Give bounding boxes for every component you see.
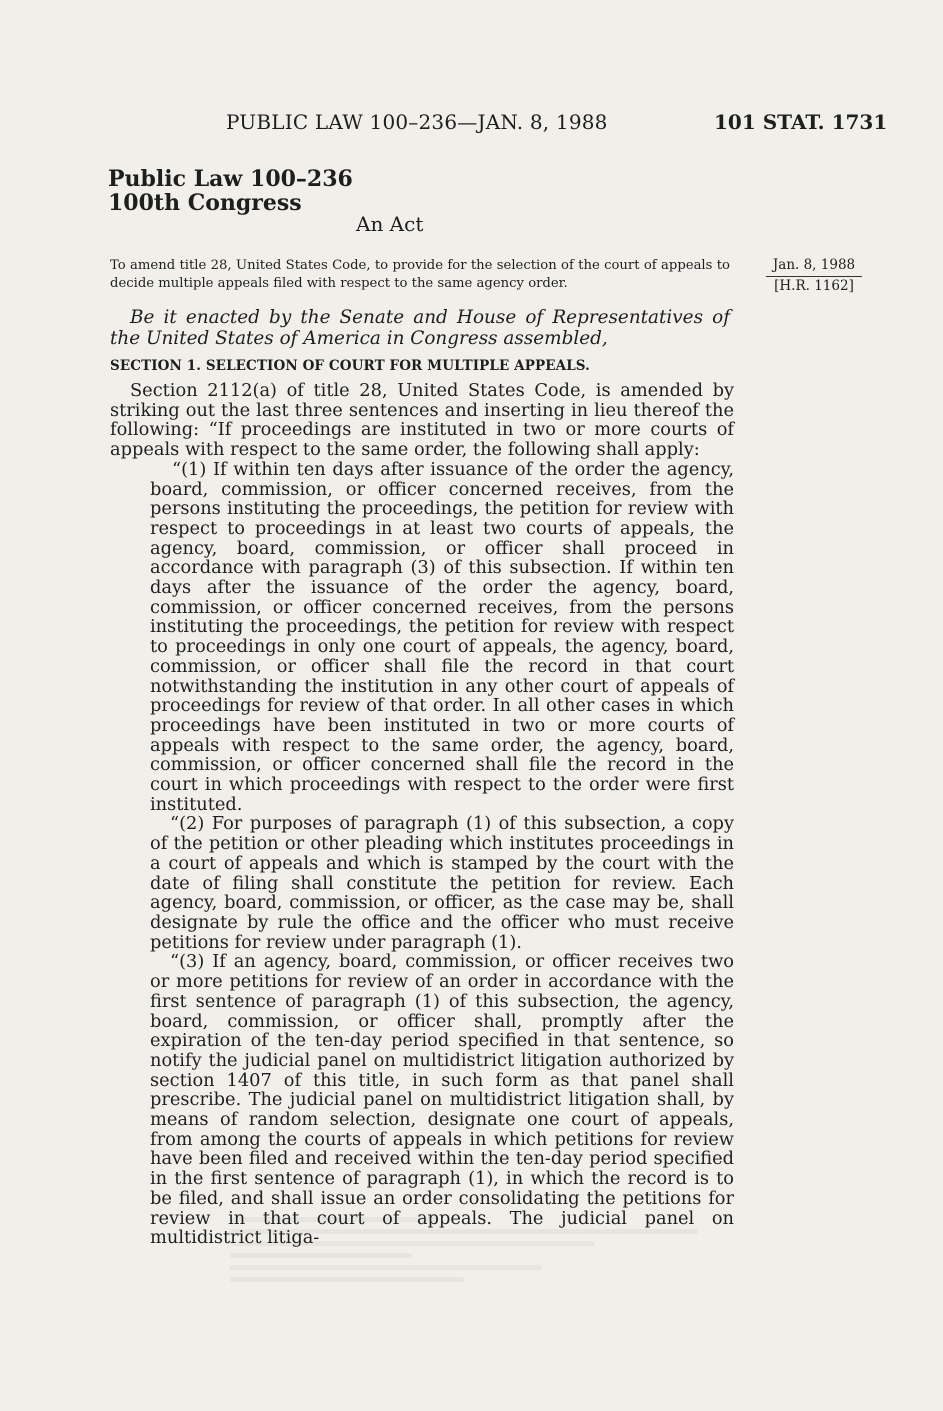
act-title-text: To amend title 28, United States Code, to provide for the selection of the court of appeals to decide multiple appeals filed with respect to the same agency order. bbox=[110, 258, 730, 291]
statute-page-number: 101 STAT. 1731 bbox=[714, 110, 888, 134]
paragraph-3: “(3) If an agency, board, commission, or officer receives two or more petitions for review of an order in accordance with the first sentence of paragraph (1) of this subsection, the agency, board, commission, or officer shall, promptly after the expiration of the ten-day period specified in that sentence, so notify the judicial panel on multidistrict litigation authorized by section 1407 of this title, in such form as that panel shall prescribe. The judicial panel on multidistrict litigation shall, by means of random selection, designate one court of appeals, from among the courts of appeals in which petitions for review have been filed and received within the ten-day period specified in the first sentence of paragraph (1), in which the record is to be filed, and shall issue an order consolidating the petitions for review in that court of appeals. The judicial panel on multidistrict litiga- bbox=[150, 951, 734, 1249]
margin-note bbox=[766, 256, 862, 296]
act-title bbox=[110, 257, 730, 293]
running-head-title: PUBLIC LAW 100–236—JAN. 8, 1988 bbox=[226, 110, 608, 134]
congress-label: 100th Congress bbox=[108, 190, 302, 216]
section-heading: SECTION 1. SELECTION OF COURT FOR MULTIPLE APPEALS. bbox=[110, 358, 590, 374]
show-through-text bbox=[230, 1210, 750, 1300]
section-intro: Section 2112(a) of title 28, United States Code, is amended by striking out the last three sentences and inserting in lieu thereof the following: “If proceedings are instituted in two or more courts of appeals with respect to the same order, the following shall apply: bbox=[110, 380, 734, 461]
enacting-clause: Be it enacted by the Senate and House of Representatives of the United States of America in Congress assembled, bbox=[110, 307, 730, 349]
margin-note-bill: [H.R. 1162] bbox=[774, 278, 854, 294]
paragraph-2: “(2) For purposes of paragraph (1) of this subsection, a copy of the petition or other pleading which institutes proceedings in a court of appeals and which is stamped by the court with the date of filing shall constitute the petition for review. Each agency, board, commission, or officer, as the case may be, shall designate by rule the office and the officer who must receive petitions for review under paragraph (1). bbox=[150, 813, 734, 953]
margin-note-date: Jan. 8, 1988 bbox=[766, 256, 862, 277]
an-act-heading: An Act bbox=[356, 212, 424, 236]
running-head bbox=[0, 110, 943, 140]
law-number: Public Law 100–236 bbox=[108, 166, 353, 192]
paragraph-1: “(1) If within ten days after issuance of the order the agency, board, commission, or officer concerned receives, from the persons instituting the proceedings, the petition for review with respect to proceedings in at least two courts of appeals, the agency, board, commission, or officer shall proceed in accordance with paragraph (3) of this subsection. If within ten days after the issuance of the order the agency, board, commission, or officer concerned receives, from the persons instituting the proceedings, the petition for review with respect to proceedings in only one court of appeals, the agency, board, commission, or officer shall file the record in that court notwithstanding the institution in any other court of appeals of proceedings for review of that order. In all other cases in which proceedings have been instituted in two or more courts of appeals with respect to the same order, the agency, board, commission, or officer concerned shall file the record in the court in which proceedings with respect to the order were first instituted. bbox=[150, 458, 734, 815]
section-body bbox=[110, 381, 734, 1248]
